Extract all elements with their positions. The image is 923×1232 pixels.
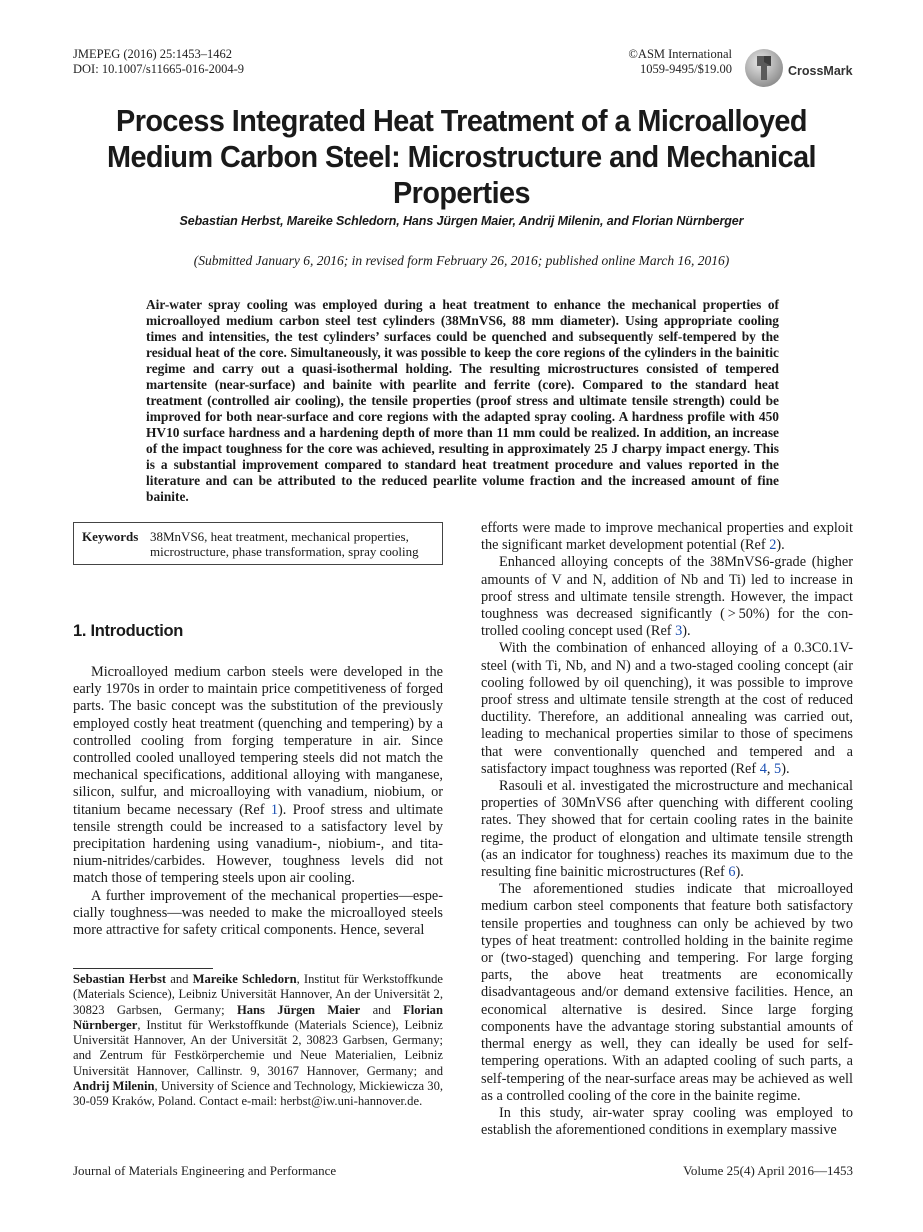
author-list: Sebastian Herbst, Mareike Schledorn, Hans Jürgen Maier, Andrij Milenin, and Florian Nürnberger	[179, 214, 744, 228]
affil-author-name: Florian Nürnberger	[73, 1002, 443, 1032]
author-affiliations: Sebastian Herbst and Mareike Schledorn, Institut für Werkstoffkunde (Materials Science), Leibniz Universität Hannover, An der Universität 2, 30823 Garbsen, Germany; Hans Jürgen Maier and Florian Nürnberger, Institut für Werkstoffkunde (Materials Science), Leibniz Universität Hannover, An der Universität 2, 30823 Garbsen, Germany; and Zentrum für Festkörperchemie und Neue Materialien, Leibniz Universität Hannover, Callinstr. 9, 30167 Hannover, Germany; and Andrij Milenin, University of Science and Technology, Mickiewicza 30, 30-059 Kraków, Poland. Contact e-mail: herbst@iw.uni-hannover.de.	[73, 972, 444, 1109]
journal-ref-line: JMEPEG (2016) 25:1453–1462	[73, 47, 233, 61]
paper-title: Process Integrated Heat Treatment of a Microalloyed Medium Carbon Steel: Microstructure and Mechanical Properties	[106, 103, 817, 210]
left-column	[73, 664, 443, 939]
footer-journal-name: Journal of Materials Engineering and Performance	[73, 1163, 337, 1178]
crossmark-icon	[744, 48, 784, 88]
reference-link[interactable]: 2	[769, 537, 777, 554]
body-paragraph: With the combination of enhanced alloying of a 0.3C0.1V-steel (with Ti, Nb, and N) and a two-staged cooling concept (air cooling followed by oil quenching), it was possible to improve proof stress and ultimate tensile strength at the cost of reduced ductility. Therefore, an additional annealing was carried out, leading to mechanical properties similar to those of specimens that were conventionally quenched and tempered and a satisfactory impact toughness was reported (Ref 4, 5).	[481, 640, 853, 777]
body-paragraph: In this study, air-water spray cooling was employed to establish the aforementioned conditions in exemplary massive	[481, 1104, 853, 1139]
publisher-info	[560, 47, 732, 77]
right-column	[481, 520, 853, 1139]
reference-link[interactable]: 6	[728, 864, 736, 881]
intro-paragraph: A further improvement of the mechanical properties—espe-cially toughness—was needed to make the microalloyed steels more attractive for safety critical components. Hence, several	[73, 887, 443, 939]
body-paragraph: efforts were made to improve mechanical properties and exploit the significant market development potential (Ref 2).	[481, 520, 853, 554]
submission-dates: (Submitted January 6, 2016; in revised form February 26, 2016; published online March 16, 2016)	[193, 253, 730, 268]
crossmark-badge[interactable]	[744, 48, 854, 88]
doi-line[interactable]: DOI: 10.1007/s11665-016-2004-9	[73, 62, 245, 76]
price-line: 1059-9495/$19.00	[639, 62, 732, 76]
abstract: Air-water spray cooling was employed during a heat treatment to enhance the mechanical properties of microalloyed medium carbon steel test cylinders (38MnVS6, 88 mm diameter). Using appropriate cooling times and intensities, the test cylinders’ surfaces could be quenched and subsequently self-tempered by the residual heat of the core. Simultaneously, it was possible to keep the core regions of the cylinders in the bainitic regime and carry out a quasi-isothermal holding. The resulting microstructures consisted of tempered martensite (near-surface) and bainite with pearlite and ferrite (core). Compared to the standard heat treatment (controlled air cooling), the tensile properties (proof stress and ultimate tensile strength) could be improved for both near-surface and core regions with the adapted spray cooling. A hardness profile with 450 HV10 surface hardness and a hardening depth of more than 11 mm could be realized. In addition, an increase of the impact toughness for the core was achieved, resulting in approximately 25 J charpy impact energy. This is a substantial improvement compared to standard heat treatment procedure and values reported in the literature and can be attributed to the reduced pearlite volume fraction and the increased amount of fine bainite.	[146, 297, 779, 504]
intro-paragraph: Microalloyed medium carbon steels were developed in the early 1970s in order to maintain price competitiveness of forged parts. The basic concept was the substitution of the previously employed costly heat treatment (quenching and tempering) by a controlled cooling from forging temperature in air. Since controlled cooled unalloyed tempering steels did not match the mechanical specifications, additional alloying with manganese, silicon, sulfur, and microalloying with vanadium, niobium, or titanium became necessary (Ref 1). Proof stress and ultimate tensile strength could be increased to a satisfactory level by precipitation hardening using vanadium-, niobium-, and tita-nium-nitrides/carbides. However, toughness levels did not match those of tempering steels upon air cooling.	[73, 664, 443, 887]
section-heading-introduction: 1. Introduction	[73, 622, 184, 640]
footer-volume-page: Volume 25(4) April 2016—1453	[683, 1163, 853, 1178]
reference-link[interactable]: 5	[774, 760, 782, 777]
reference-link[interactable]: 1	[270, 801, 279, 818]
keywords-box	[73, 522, 443, 565]
affil-author-name: Mareike Schledorn	[192, 972, 297, 986]
body-paragraph: The aforementioned studies indicate that microalloyed medium carbon steel components that feature both satisfactory tensile properties and toughness can only be achieved by two types of heat treatment: controlled holding in the bainite regime or (two-staged) quenching and tempering. For large forging parts, the above heat treatments are economically disadvantageous and/or demand extensive facilities. Hence, an economical alternative is desired. Since large forging components have the advantage storing substantial amounts of thermal energy as well, they can ideally be used for self-tempering operations. With an adapted cooling of such parts, a self-tempering of the near-surface areas may be achieved as well as a controlled cooling of the core in the bainite regime.	[481, 881, 853, 1104]
keywords-label: Keywords	[82, 529, 139, 544]
footnote-divider	[73, 968, 213, 969]
affil-author-name: Andrij Milenin	[73, 1079, 155, 1094]
keywords-list: 38MnVS6, heat treatment, mechanical properties, microstructure, phase transformation, spray cooling	[150, 529, 419, 559]
reference-link[interactable]: 3	[675, 623, 683, 640]
body-paragraph: Rasouli et al. investigated the microstructure and mechanical properties of 30MnVS6 after quenching with different cooling rates. They showed that for certain cooling rates in the bainite regime, the product of elongation and ultimate tensile strength (as an indicator for toughness) reaches its maximum due to the resulting fine bainitic microstructures (Ref 6).	[481, 778, 853, 881]
copyright-line: ©ASM International	[628, 47, 732, 61]
crossmark-label: CrossMark	[788, 64, 853, 78]
journal-reference	[73, 47, 244, 77]
reference-link[interactable]: 4	[759, 760, 767, 777]
affil-author-name: Hans Jürgen Maier	[236, 1002, 361, 1017]
affil-author-name: Sebastian Herbst	[73, 972, 167, 986]
body-paragraph: Enhanced alloying concepts of the 38MnVS6-grade (higher amounts of V and N, addition of Nb and Ti) led to increase in proof stress and ultimate tensile strength. However, the impact toughness was decreased significantly ( > 50%) for the con-trolled cooling concept used (Ref 3).	[481, 554, 853, 640]
